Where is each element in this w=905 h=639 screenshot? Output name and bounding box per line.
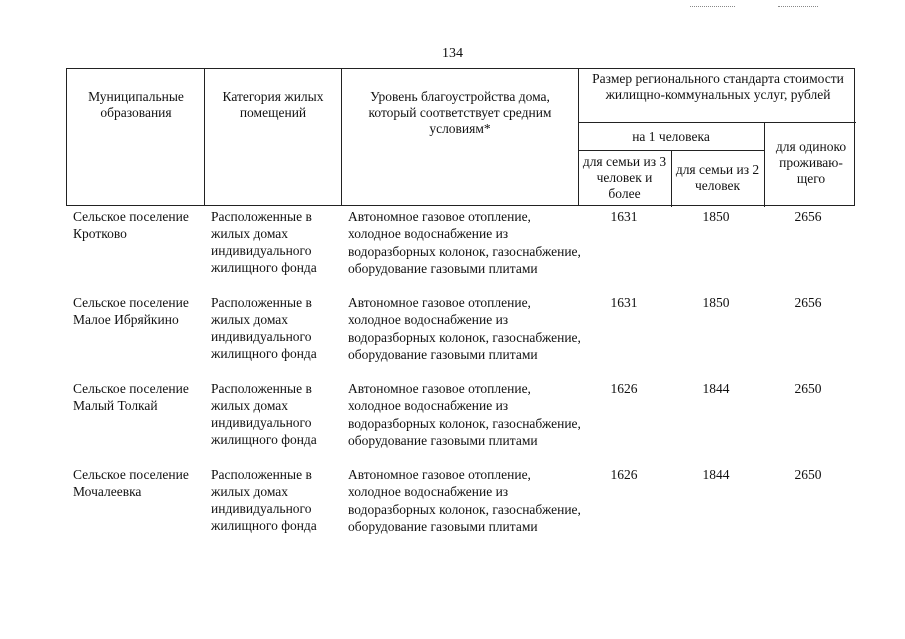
table-row [66,208,855,294]
column-divider [204,69,205,205]
municipality-cell: Сельское поселение Кротково [73,209,189,241]
family3-value: 1631 [610,209,638,224]
municipality-cell: Сельское поселение Мочалеевка [73,467,189,499]
column-divider [764,122,765,207]
table-header [66,68,855,206]
column-divider [671,150,672,207]
header-family2: для семьи из 2 человек [675,162,760,193]
family2-value: 1850 [702,209,730,224]
category-cell: Расположенные в жилых домах индивидуального жилищного фонда [211,381,317,447]
level-cell: Автономное газовое отопление, холодное водоснабжение из водоразборных колонок, газоснабжение, оборудование газовыми плитами [348,381,581,448]
column-divider [341,69,342,205]
single-value: 2650 [794,467,822,482]
row-divider [578,122,856,123]
header-per-person: на 1 человека [632,129,710,144]
single-value: 2656 [794,295,822,310]
level-cell: Автономное газовое отопление, холодное водоснабжение из водоразборных колонок, газоснабжение, оборудование газовыми плитами [348,295,581,362]
family2-value: 1850 [702,295,730,310]
municipality-cell: Сельское поселение Малый Толкай [73,381,189,413]
header-municipality: Муниципальные образования [88,89,184,120]
single-value: 2650 [794,381,822,396]
family3-value: 1626 [610,381,638,396]
header-category: Категория жилых помещений [222,89,324,120]
scan-artifact [690,6,735,7]
municipality-cell: Сельское поселение Малое Ибряйкино [73,295,189,327]
category-cell: Расположенные в жилых домах индивидуального жилищного фонда [211,467,317,533]
category-cell: Расположенные в жилых домах индивидуального жилищного фонда [211,209,317,275]
table-row [66,294,855,380]
family2-value: 1844 [702,381,730,396]
header-family3: для семьи из 3 человек и более [582,154,667,201]
header-single: для одиноко проживаю-щего [775,139,847,186]
table-row [66,466,855,552]
family3-value: 1631 [610,295,638,310]
page-number: 134 [442,46,463,61]
family2-value: 1844 [702,467,730,482]
table-row [66,380,855,466]
single-value: 2656 [794,209,822,224]
scan-artifact [778,6,818,7]
level-cell: Автономное газовое отопление, холодное водоснабжение из водоразборных колонок, газоснабжение, оборудование газовыми плитами [348,209,581,276]
category-cell: Расположенные в жилых домах индивидуального жилищного фонда [211,295,317,361]
header-standard: Размер регионального стандарта стоимости жилищно-коммунальных услуг, рублей [592,71,844,102]
column-divider [578,69,579,205]
header-level: Уровень благоустройства дома, который соответствует средним условиям* [368,89,552,136]
level-cell: Автономное газовое отопление, холодное водоснабжение из водоразборных колонок, газоснабжение, оборудование газовыми плитами [348,467,581,534]
family3-value: 1626 [610,467,638,482]
